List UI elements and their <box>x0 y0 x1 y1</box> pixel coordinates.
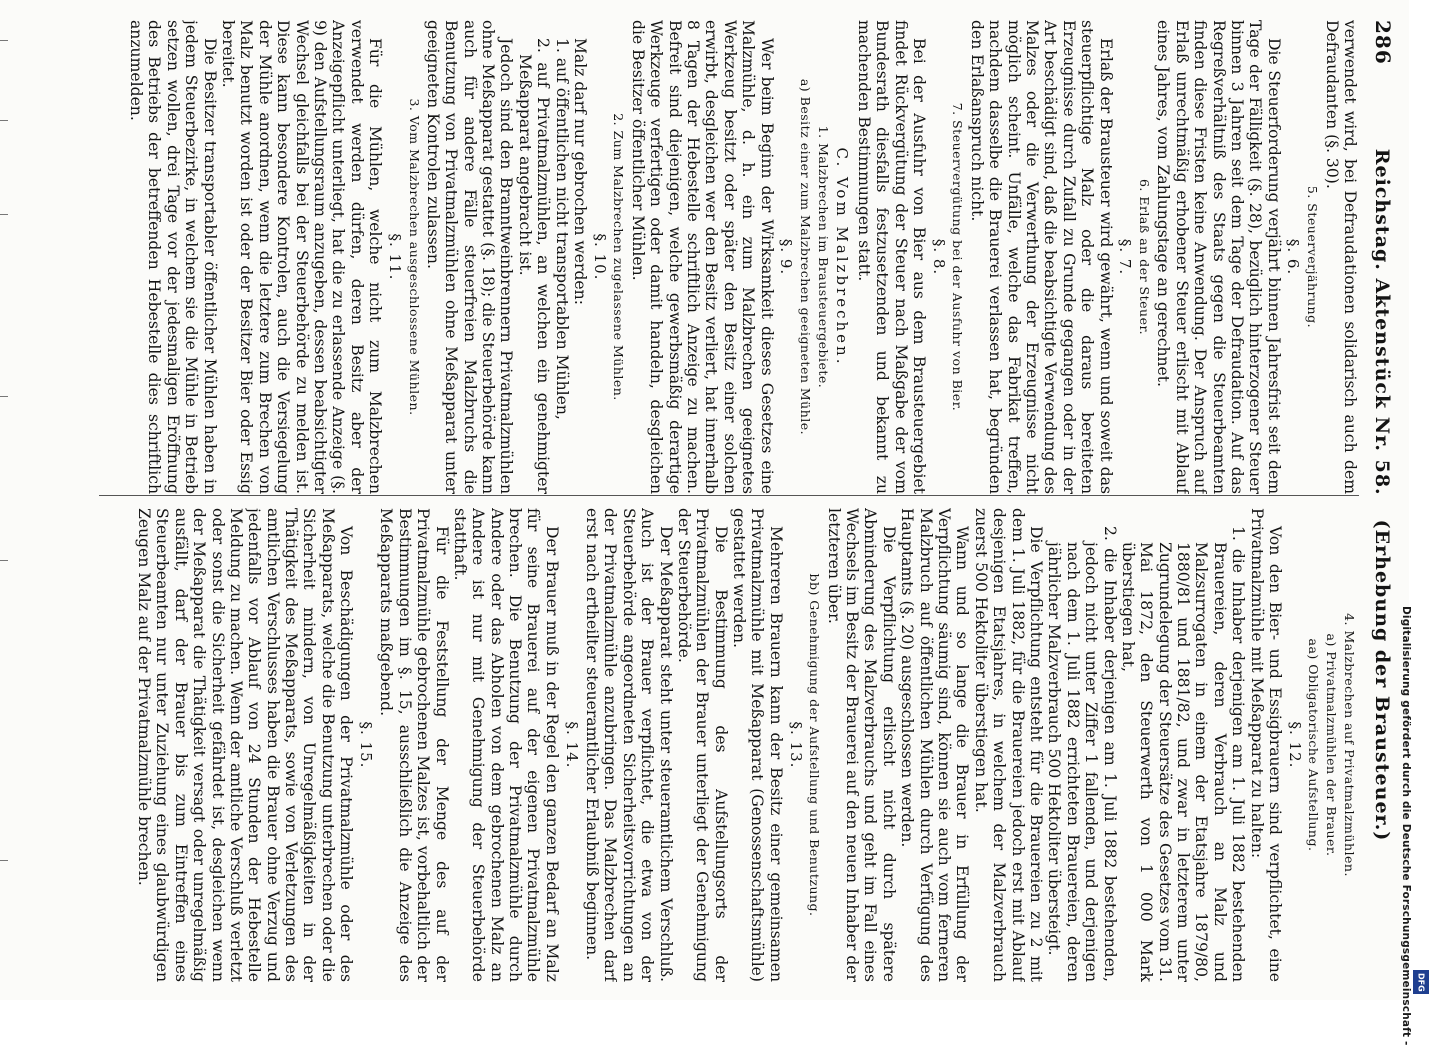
heading-privatmalzmuehlen: 4. Malzbrechen auf Privatmalzmühlen. <box>1342 613 1357 877</box>
page-number: 286 <box>1370 20 1395 65</box>
right-column <box>99 508 1359 982</box>
heading-obligatorische-aufstellung: aa) Obligatorische Aufstellung. <box>1306 638 1322 852</box>
section-12-text: Die Verpflichtung entsteht für die Brauereien zu 2 mit dem 1. Juli 1882, für die Brauereien jedoch erst mit Ablauf desjenigen Etatsjahres, in welchem der Malzverbrauch zuerst 500 Hektoliter überstiegen hat. <box>971 508 1045 982</box>
section-15-label: §. 15. <box>356 721 375 769</box>
section-12-text-3: Die Verpflichtung erlischt nicht durch spätere Abminderung des Malzverbrauchs und geht im Fall eines Wechsels im Besitz der Brauerei auf den neuen Inhaber der letzteren über. <box>824 508 898 982</box>
section-11-text-2: Die Besitzer transportabler öffentlicher Mühlen haben in jedem Steuerbezirke, in welchem sie die Mühle in Betrieb setzen wollen, drei Tage vor der jedesmaligen Eröffnung des Betriebs der betreffenden Hebestelle dies schriftlich anzumelden. <box>127 20 219 494</box>
heading-steuerverguetung: 7. Steuervergütung bei der Ausfuhr von Bier. <box>950 102 966 412</box>
section-8-label: §. 8. <box>929 238 948 276</box>
rotated-document <box>87 0 1407 1000</box>
left-column <box>99 20 1359 494</box>
page-subtitle: (Erhebung der Brausteuer.) <box>1371 519 1394 842</box>
heading-genehmigung: bb) Genehmigung der Aufstellung und Benutzung. <box>807 573 823 917</box>
section-15-text: Von Beschädigungen der Privatmalzmühle oder des Meßapparats, welche die Benutzung unterbrechen oder die Sicherheit mindern, von Unregelmäßigkeiten in der Thätigkeit des Meßapparats, sowie von Verletzungen des amtlichen Verschlusses haben die Brauer ohne Verzug und jedenfalls vor Ablauf von 24 Stunden der Hebestelle Meldung zu machen. Wenn der amtliche Verschluß verletzt oder sonst die Sicherheit gefährdet ist, desgleichen wenn der Meßapparat die Thätigkeit versagt oder unregelmäßig ausfällt, darf der Brauer bis zum Eintreffen eines Steuerbeamten nur unter Zuziehung eines glaubwürdigen Zeugen Malz auf der Privatmalzmühle brechen. <box>134 508 356 982</box>
heading-steuerverjaehrung: 5. Steuerverjährung. <box>1305 185 1321 329</box>
credit-strip <box>1409 0 1432 1000</box>
section-7-text: Erlaß der Brausteuer wird gewährt, wenn und soweit das steuerpflichtige Malz oder die daraus bereiteten Erzeugnisse durch Zufall zu Grunde gegangen oder in der Art beschädigt sind, daß die beabsichtigte Verwendung des Malzes oder die Verwerthung der Erzeugnisse nicht möglich scheint. Unfälle, welche das Fabrikat treffen, nachdem dasselbe die Brauerei verlassen hat, begründen den Erlaßanspruch nicht. <box>967 20 1115 494</box>
section-14-label: §. 14. <box>562 721 581 769</box>
section-10-intro: Malz darf nur gebrochen werden: <box>571 38 590 305</box>
section-12-text-2: Wann und so lange die Brauer in Erfüllung der Verpflichtung säumig sind, können sie auch vom ferneren Malzbruch auf öffentlichen Mühlen durch Verfügung des Hauptamts (§. 20) ausgeschlossen werden. <box>898 508 972 982</box>
scan-edge-mark <box>0 860 8 861</box>
scan-edge-mark <box>0 396 8 397</box>
section-10-item-2: 2. auf Privatmalzmühlen, an welchen ein genehmigter Meßapparat angebracht ist. <box>515 38 553 494</box>
digitization-credit: Digitalisierung gefördert durch die Deutsche Forschungsgemeinschaft - <box>1400 606 1412 1046</box>
section-10-item-1: 1. auf öffentlichen nicht transportablen Mühlen, <box>552 38 571 420</box>
scan-edge-mark <box>0 40 8 41</box>
heading-besitz-muehle: a) Besitz einer zum Malzbrechen geeigneten Mühle. <box>798 78 814 436</box>
section-14-text-2: Für die Feststellung der Menge des auf der Privatmalzmühle gebrochenen Malzes ist, vorbehaltlich der Bestimmungen im §. 15, ausschließlich die Anzeige des Meßapparats maßgebend. <box>377 508 451 982</box>
page-title: Reichstag. Aktenstück Nr. 58. <box>1371 148 1394 496</box>
section-13-text-2: Die Bestimmung des Aufstellungsorts der Privatmalzmühlen der Brauer unterliegt der Genehmigung der Steuerbehörde. <box>674 508 730 982</box>
scan-edge-mark <box>0 560 8 561</box>
section-9-label: §. 9. <box>777 238 796 276</box>
section-11-text: Für die Mühlen, welche nicht zum Malzbrechen verwendet werden dürfen, deren Besitz aber der Anzeigepflicht unterliegt, hat die zu erlassende Anzeige (§. 9) den Aufstellungsraum anzugeben, dessen beabsichtigter Wechsel gleichfalls bei der Steuerbehörde zu melden ist. Diese kann besondere Kontrolen, auch die Versiegelung der Mühle anordnen, wenn die letztere zum Brechen von Malz benutzt worden ist oder der Besitzer Bier oder Essig bereitet. <box>218 20 385 494</box>
section-13-text: Mehreren Brauern kann der Besitz einer gemeinsamen Privatmalzmühle mit Meßapparat (Genossenschaftsmühle) gestattet werden. <box>730 508 785 982</box>
heading-malzbrechen-gebiet: 1. Malzbrechen im Brausteuergebiete. <box>815 125 831 389</box>
heading-erlass: 6. Erlaß an der Steuer. <box>1137 178 1153 336</box>
column-divider <box>99 495 1359 496</box>
section-12-label: §. 12. <box>1285 721 1304 769</box>
section-10-text: Jedoch sind den Branntweinbrennern Privatmalzmühlen ohne Meßapparat gestattet (§. 18); die Steuerbehörde kann auch für andere Fälle steuerfreien Malzbruchs die Benutzung von Privatmalzmühlen ohne Meßapparat unter geeigneten Kontrolen zulassen. <box>423 20 516 494</box>
heading-zugelassene-muehlen: 2. Zum Malzbrechen zugelassene Mühlen. <box>611 113 627 401</box>
section-8-text: Bei der Ausfuhr von Bier aus dem Brausteuergebiet findet Rückvergütung der Steuer nach Maßgabe der vom Bundesrath diesfalls festzusetzenden und bekannt zu machenden Bestimmungen statt. <box>854 20 929 494</box>
page-header <box>1365 20 1399 980</box>
section-12-item-1: 1. die Inhaber derjenigen am 1. Juli 1882 bestehenden Brauereien, deren Verbrauch an Malz und Malzsurrogaten in einem der Etatsjahre 1879/80, 1880/81 und 1881/82, und zwar in letzterem unter Zugrundelegung der Steuersätze des Gesetzes vom 31. Mai 1872, den Steuerwerth von 1 000 Mark überstiegen hat, <box>1118 526 1248 982</box>
section-11-label: §. 11. <box>385 233 404 281</box>
heading-ausgeschlossene-muehlen: 3. Vom Malzbrechen ausgeschlossene Mühlen. <box>406 98 422 416</box>
dfg-logo-icon: DFG <box>1413 970 1429 994</box>
scan-edge-mark <box>0 120 8 121</box>
section-6-text: Die Steuerforderung verjährt binnen Jahresfrist seit dem Tage der Fälligkeit (§. 28), bezüglich hinterzogener Steuer binnen 3 Jahren seit dem Tage der Defraudation. Auf das Regreßverhältniß des Staats gegen die Steuerbeamten finden diese Fristen keine Anwendung. Der Anspruch auf Erlaß unrechtmäßig erhobener Steuer erlischt mit Ablauf eines Jahres, vom Zahlungstage an gerechnet. <box>1154 20 1283 494</box>
section-7-label: §. 7. <box>1116 238 1135 276</box>
section-9-text: Wer beim Beginn der Wirksamkeit dieses Gesetzes eine Malzmühle, d. h. ein zum Malzbrechen geeignetes Werkzeug besitzt oder später den Besitz einer solchen erwirbt, desgleichen wer den Besitz verliert, hat innerhalb 8 Tagen der Hebestelle schriftlich Anzeige zu machen. Befreit sind diejenigen, welche gewerbsmäßig derartige Werkzeuge verfertigen oder damit handeln, desgleichen die Besitzer öffentlicher Mühlen. <box>628 20 776 494</box>
section-13-text-3: Der Meßapparat steht unter steueramtlichem Verschluß. Auch ist der Brauer verpflichtet, die etwa von der Steuerbehörde angeordneten Sicherheitsvorrichtungen an der Privatmalzmühle anzubringen. Das Malzbrechen darf erst nach ertheilter steueramtlicher Erlaubniß beginnen. <box>582 508 675 982</box>
section-10-label: §. 10. <box>590 233 609 281</box>
heading-muehlen-der-brauer: a) Privatmalzmühlen der Brauer. <box>1324 633 1340 857</box>
chapter-c-heading: C. Vom Malzbrechen. <box>833 147 852 367</box>
section-12-item-2: 2. die Inhaber derjenigen am 1. Juli 1882 bestehenden, jedoch nicht unter Ziffer 1 fallenden, und derjenigen nach dem 1. Juli 1882 errichteten Brauereien, deren jährlicher Malzverbrauch 500 Hektoliter übersteigt. <box>1045 526 1119 982</box>
section-6-label: §. 6. <box>1284 238 1303 276</box>
section-12-intro: Von den Bier- und Essigbrauern sind verpflichtet, eine Privatmalzmühle mit Meßapparat zu halten: <box>1247 508 1285 982</box>
section-13-label: §. 13. <box>786 721 805 769</box>
section-14-text: Der Brauer muß in der Regel den ganzen Bedarf an Malz für seine Brauerei auf der eigenen Privatmalzmühle brechen. Die Benutzung der Privatmalzmühle durch Andere oder das Abholen von dem gebrochenen Malz an Andere ist nur mit Genehmigung der Steuerbehörde statthaft. <box>450 508 561 982</box>
scan-edge-mark <box>0 214 8 215</box>
intro-text: verwendet wird, bei Defraudationen solidarisch auch dem Defraudanten (§. 30). <box>1322 20 1359 494</box>
